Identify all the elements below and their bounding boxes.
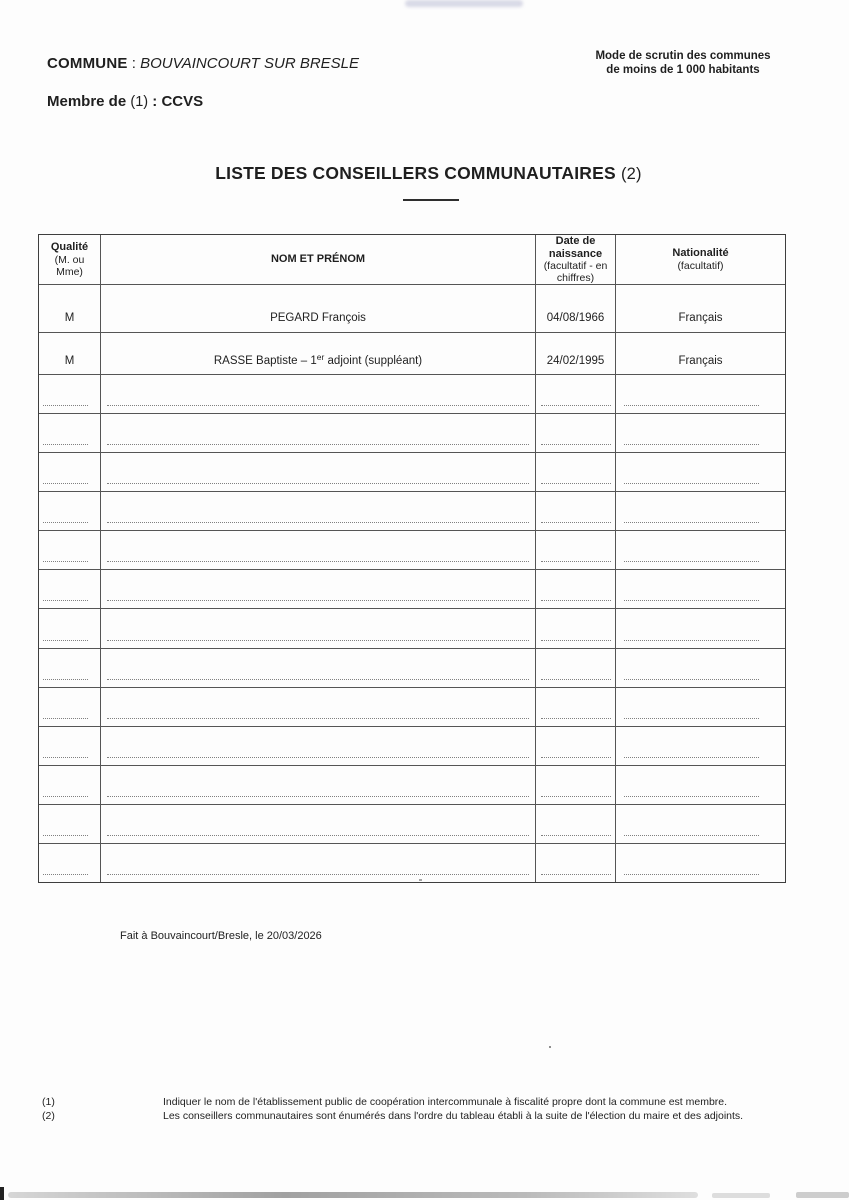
dotted-fill-line bbox=[107, 679, 529, 680]
header-naissance bbox=[536, 235, 616, 284]
nom-cell bbox=[101, 285, 536, 332]
empty-cell bbox=[39, 844, 101, 882]
empty-cell bbox=[39, 531, 101, 569]
empty-cell bbox=[616, 805, 785, 843]
dotted-fill-line bbox=[541, 483, 611, 484]
empty-cell bbox=[39, 688, 101, 726]
empty-cell bbox=[536, 453, 616, 491]
dotted-fill-line bbox=[624, 405, 759, 406]
dotted-fill-line bbox=[541, 444, 611, 445]
table-empty-row bbox=[39, 609, 785, 648]
empty-cell bbox=[536, 492, 616, 530]
table-row bbox=[39, 285, 785, 333]
empty-cell bbox=[101, 805, 536, 843]
empty-cell bbox=[616, 609, 785, 647]
scan-artifact-bottom-band bbox=[8, 1192, 698, 1198]
dotted-fill-line bbox=[107, 561, 529, 562]
dotted-fill-line bbox=[541, 718, 611, 719]
dotted-fill-line bbox=[43, 757, 88, 758]
empty-cell bbox=[536, 688, 616, 726]
dotted-fill-line bbox=[541, 640, 611, 641]
header-naissance-sub: (facultatif - en chiffres) bbox=[543, 260, 608, 284]
naissance-cell bbox=[536, 333, 616, 374]
dotted-fill-line bbox=[624, 835, 759, 836]
dotted-fill-line bbox=[43, 679, 88, 680]
fait-a-line: Fait à Bouvaincourt/Bresle, le 20/03/2026 bbox=[120, 930, 322, 942]
nom-rest: adjoint (suppléant) bbox=[324, 355, 423, 367]
naissance-value: 04/08/1966 bbox=[546, 312, 605, 324]
dotted-fill-line bbox=[43, 522, 88, 523]
nationalite-cell bbox=[616, 333, 785, 374]
dotted-fill-line bbox=[624, 444, 759, 445]
empty-cell bbox=[39, 609, 101, 647]
empty-cell bbox=[39, 805, 101, 843]
footnote-1-text: Indiquer le nom de l'établissement public de coopération intercommunale à fiscalité propre dont la commune est membre. bbox=[163, 1096, 728, 1108]
dotted-fill-line bbox=[541, 874, 611, 875]
dotted-fill-line bbox=[541, 405, 611, 406]
table-empty-row bbox=[39, 414, 785, 453]
footnotes bbox=[0, 1096, 849, 1123]
table-empty-row bbox=[39, 492, 785, 531]
table-empty-row bbox=[39, 844, 785, 882]
dotted-fill-line bbox=[541, 796, 611, 797]
scan-artifact-speck bbox=[549, 1046, 551, 1048]
dotted-fill-line bbox=[624, 640, 759, 641]
empty-cell bbox=[39, 453, 101, 491]
commune-line bbox=[47, 55, 359, 72]
nom-cell bbox=[101, 333, 536, 374]
table-header-row bbox=[39, 235, 785, 285]
commune-value: BOUVAINCOURT SUR BRESLE bbox=[140, 55, 360, 72]
table-empty-row bbox=[39, 649, 785, 688]
dotted-fill-line bbox=[624, 874, 759, 875]
empty-cell bbox=[616, 492, 785, 530]
empty-cell bbox=[536, 766, 616, 804]
dotted-fill-line bbox=[624, 561, 759, 562]
dotted-fill-line bbox=[541, 835, 611, 836]
dotted-fill-line bbox=[624, 757, 759, 758]
table-empty-row bbox=[39, 570, 785, 609]
nom-value: PEGARD François bbox=[270, 312, 366, 324]
membre-footnote-ref: (1) bbox=[130, 94, 149, 110]
dotted-fill-line bbox=[107, 444, 529, 445]
empty-cell bbox=[101, 375, 536, 413]
empty-cell bbox=[101, 531, 536, 569]
dotted-fill-line bbox=[541, 757, 611, 758]
empty-cell bbox=[536, 375, 616, 413]
dotted-fill-line bbox=[541, 600, 611, 601]
empty-cell bbox=[101, 492, 536, 530]
qualite-value: M bbox=[64, 312, 75, 324]
empty-cell bbox=[616, 649, 785, 687]
scan-artifact-bottom-band bbox=[796, 1192, 849, 1198]
empty-cell bbox=[616, 727, 785, 765]
footnote-1 bbox=[0, 1096, 849, 1110]
header-qualite-sub: (M. ou Mme) bbox=[54, 253, 85, 278]
dotted-fill-line bbox=[107, 874, 529, 875]
empty-cell bbox=[616, 766, 785, 804]
empty-cell bbox=[101, 453, 536, 491]
dotted-fill-line bbox=[624, 600, 759, 601]
dotted-fill-line bbox=[624, 679, 759, 680]
dotted-fill-line bbox=[107, 835, 529, 836]
dotted-fill-line bbox=[624, 796, 759, 797]
membre-line bbox=[47, 93, 203, 110]
dotted-fill-line bbox=[43, 835, 88, 836]
dotted-fill-line bbox=[43, 600, 88, 601]
dotted-fill-line bbox=[624, 522, 759, 523]
table-empty-row bbox=[39, 688, 785, 727]
dotted-fill-line bbox=[43, 718, 88, 719]
dotted-fill-line bbox=[541, 679, 611, 680]
ordinal-suffix: er bbox=[316, 352, 325, 362]
table-row bbox=[39, 333, 785, 375]
mode-scrutin-note bbox=[578, 49, 788, 77]
dotted-fill-line bbox=[107, 600, 529, 601]
empty-cell bbox=[616, 531, 785, 569]
empty-cell bbox=[616, 688, 785, 726]
dotted-fill-line bbox=[541, 561, 611, 562]
empty-cell bbox=[39, 375, 101, 413]
dotted-fill-line bbox=[107, 483, 529, 484]
table-empty-row bbox=[39, 766, 785, 805]
empty-cell bbox=[536, 649, 616, 687]
header-qualite-title: Qualité bbox=[50, 241, 89, 254]
commune-separator: : bbox=[127, 55, 141, 72]
table-empty-row bbox=[39, 453, 785, 492]
empty-cell bbox=[616, 414, 785, 452]
scan-artifact-corner-notch bbox=[0, 1187, 4, 1200]
empty-cell bbox=[101, 727, 536, 765]
empty-cell bbox=[616, 453, 785, 491]
dotted-fill-line bbox=[107, 640, 529, 641]
commune-label: COMMUNE bbox=[47, 55, 128, 72]
dotted-fill-line bbox=[43, 796, 88, 797]
dotted-fill-line bbox=[43, 483, 88, 484]
footnote-1-ref: (1) bbox=[42, 1096, 55, 1108]
dotted-fill-line bbox=[43, 640, 88, 641]
dotted-fill-line bbox=[541, 522, 611, 523]
dotted-fill-line bbox=[43, 874, 88, 875]
empty-cell bbox=[39, 414, 101, 452]
empty-cell bbox=[536, 531, 616, 569]
naissance-value: 24/02/1995 bbox=[546, 355, 605, 367]
nom-main: RASSE Baptiste – 1 bbox=[213, 355, 317, 367]
dotted-fill-line bbox=[43, 405, 88, 406]
nom-value bbox=[213, 352, 423, 367]
header-nationalite-sub: (facultatif) bbox=[677, 259, 724, 272]
form-title bbox=[0, 163, 849, 184]
conseillers-table bbox=[38, 234, 786, 883]
dotted-fill-line bbox=[43, 561, 88, 562]
empty-cell bbox=[536, 414, 616, 452]
footnote-2-text: Les conseillers communautaires sont énumérés dans l'ordre du tableau établi à la suite de l'élection du maire et des adjoints. bbox=[163, 1109, 744, 1122]
qualite-value: M bbox=[64, 355, 75, 367]
mode-scrutin-line1: Mode de scrutin des communes bbox=[595, 50, 771, 62]
form-title-footnote-ref: (2) bbox=[620, 165, 642, 183]
empty-cell bbox=[101, 844, 536, 882]
empty-cell bbox=[536, 844, 616, 882]
empty-cell bbox=[39, 570, 101, 608]
membre-label: Membre de bbox=[47, 93, 127, 110]
dotted-fill-line bbox=[43, 444, 88, 445]
mode-scrutin-line2: de moins de 1 000 habitants bbox=[606, 64, 760, 76]
empty-cell bbox=[101, 766, 536, 804]
empty-cell bbox=[536, 727, 616, 765]
nationalite-value: Français bbox=[678, 355, 723, 367]
header-qualite bbox=[39, 235, 101, 284]
empty-rows-body bbox=[39, 375, 785, 882]
header-nationalite-title: Nationalité bbox=[672, 247, 729, 260]
table-empty-row bbox=[39, 531, 785, 570]
header-nationalite bbox=[616, 235, 785, 284]
dotted-fill-line bbox=[107, 405, 529, 406]
scan-artifact-top-smudge bbox=[405, 0, 523, 7]
dotted-fill-line bbox=[107, 796, 529, 797]
empty-cell bbox=[536, 570, 616, 608]
dotted-fill-line bbox=[624, 718, 759, 719]
dotted-fill-line bbox=[107, 718, 529, 719]
qualite-cell bbox=[39, 285, 101, 332]
membre-value: CCVS bbox=[161, 93, 204, 110]
table-empty-row bbox=[39, 805, 785, 844]
dotted-fill-line bbox=[107, 757, 529, 758]
empty-cell bbox=[616, 570, 785, 608]
qualite-cell bbox=[39, 333, 101, 374]
header-nom-title: NOM ET PRÉNOM bbox=[270, 253, 366, 266]
footnote-2 bbox=[0, 1110, 849, 1124]
nationalite-value: Français bbox=[678, 312, 723, 324]
header-naissance-title: Date de naissance bbox=[548, 235, 603, 260]
empty-cell bbox=[101, 570, 536, 608]
empty-cell bbox=[39, 492, 101, 530]
membre-separator: : bbox=[152, 93, 158, 110]
empty-cell bbox=[616, 375, 785, 413]
dotted-fill-line bbox=[107, 522, 529, 523]
header-nom bbox=[101, 235, 536, 284]
scan-artifact-speck bbox=[419, 879, 422, 881]
table-empty-row bbox=[39, 727, 785, 766]
empty-cell bbox=[39, 727, 101, 765]
empty-cell bbox=[616, 844, 785, 882]
empty-cell bbox=[101, 649, 536, 687]
empty-cell bbox=[39, 766, 101, 804]
form-title-text: LISTE DES CONSEILLERS COMMUNAUTAIRES bbox=[215, 163, 616, 183]
empty-cell bbox=[536, 805, 616, 843]
naissance-cell bbox=[536, 285, 616, 332]
nationalite-cell bbox=[616, 285, 785, 332]
empty-cell bbox=[101, 688, 536, 726]
empty-cell bbox=[101, 609, 536, 647]
empty-cell bbox=[536, 609, 616, 647]
empty-cell bbox=[39, 649, 101, 687]
scan-artifact-bottom-band bbox=[712, 1193, 770, 1198]
title-underline bbox=[403, 199, 459, 201]
dotted-fill-line bbox=[624, 483, 759, 484]
table-empty-row bbox=[39, 375, 785, 414]
footnote-2-ref: (2) bbox=[42, 1109, 55, 1122]
empty-cell bbox=[101, 414, 536, 452]
